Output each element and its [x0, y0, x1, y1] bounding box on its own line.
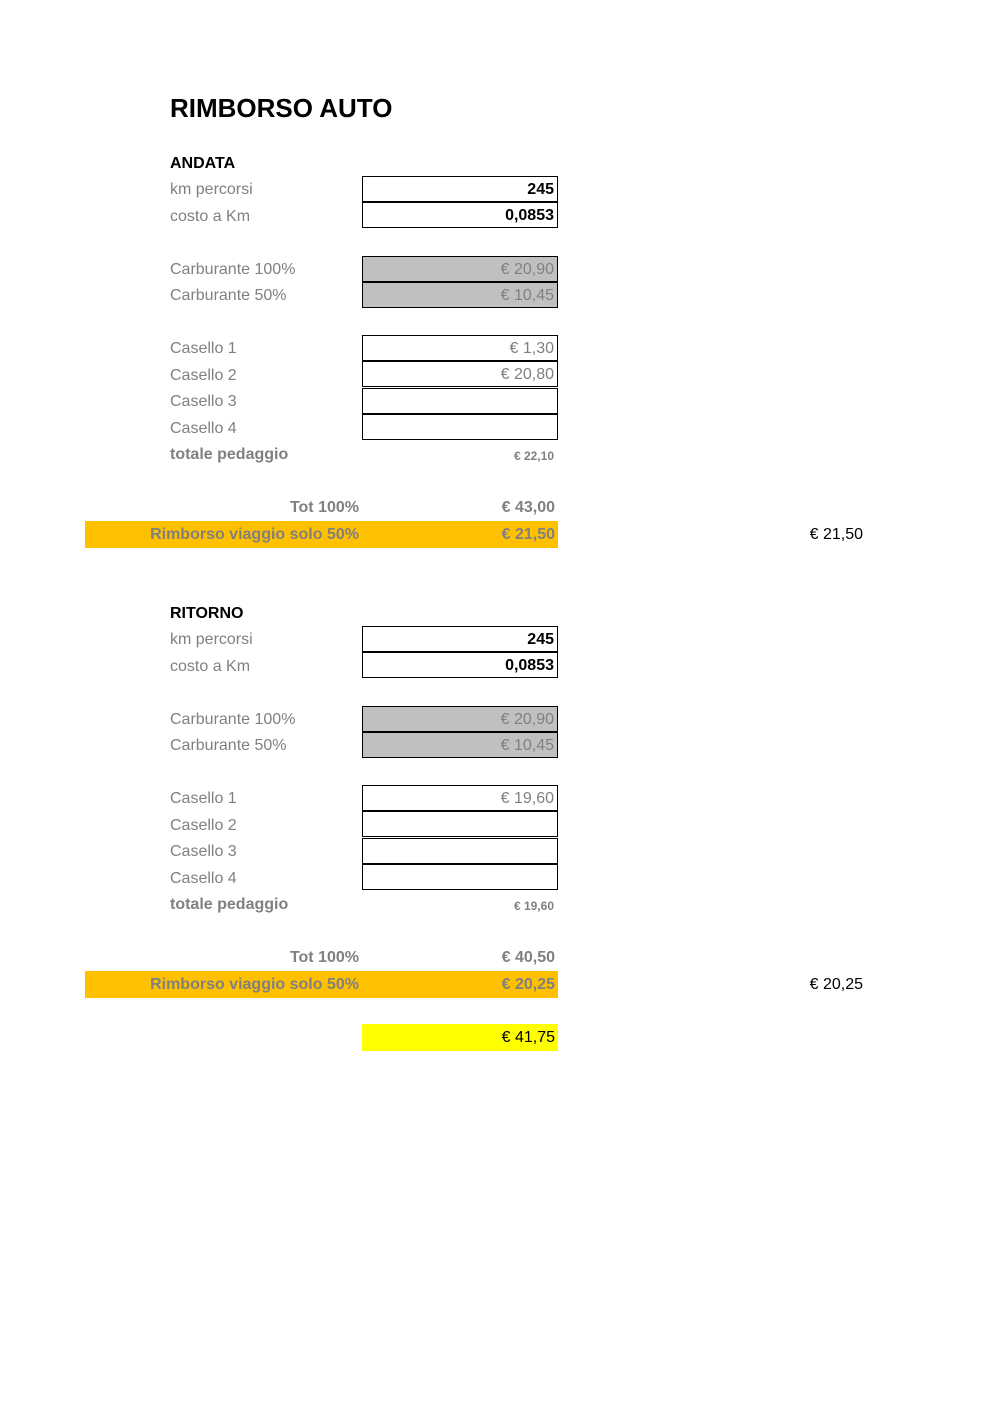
toll-total-label-ritorno: totale pedaggio [170, 896, 289, 913]
side-value-andata: € 21,50 [809, 526, 863, 543]
toll3-input-andata[interactable] [362, 388, 558, 414]
section-title-andata: ANDATA [170, 155, 236, 172]
fuel50-label-andata: Carburante 50% [170, 287, 287, 304]
toll-total-value-andata: € 22,10 [513, 449, 554, 463]
km-input-ritorno[interactable]: 245 [362, 626, 558, 652]
fuel100-value-andata: € 20,90 [362, 256, 558, 282]
refund-label-ritorno: Rimborso viaggio solo 50% [150, 976, 359, 993]
side-value-ritorno: € 20,25 [809, 976, 863, 993]
toll1-input-andata[interactable]: € 1,30 [362, 335, 558, 361]
toll1-label-ritorno: Casello 1 [170, 790, 237, 807]
km-input-andata[interactable]: 245 [362, 176, 558, 202]
refund-label-andata: Rimborso viaggio solo 50% [150, 526, 359, 543]
tot-label-ritorno: Tot 100% [289, 949, 359, 966]
toll2-input-andata[interactable]: € 20,80 [362, 361, 558, 387]
fuel100-label-andata: Carburante 100% [170, 261, 296, 278]
toll-total-label-andata: totale pedaggio [170, 446, 289, 463]
toll4-input-andata[interactable] [362, 414, 558, 440]
refund-value-andata: € 21,50 [501, 526, 555, 543]
fuel50-label-ritorno: Carburante 50% [170, 737, 287, 754]
tot-value-andata: € 43,00 [501, 499, 555, 516]
toll2-label-ritorno: Casello 2 [170, 817, 237, 834]
toll3-label-andata: Casello 3 [170, 393, 237, 410]
toll1-label-andata: Casello 1 [170, 340, 237, 357]
cost-label-ritorno: costo a Km [170, 658, 251, 675]
toll4-input-ritorno[interactable] [362, 864, 558, 890]
page-title: RIMBORSO AUTO [170, 93, 393, 123]
fuel50-value-andata: € 10,45 [362, 282, 558, 308]
refund-value-ritorno: € 20,25 [501, 976, 555, 993]
cost-input-ritorno[interactable]: 0,0853 [362, 652, 558, 678]
toll3-label-ritorno: Casello 3 [170, 843, 237, 860]
tot-label-andata: Tot 100% [289, 499, 359, 516]
toll3-input-ritorno[interactable] [362, 838, 558, 864]
toll-total-value-ritorno: € 19,60 [513, 899, 554, 913]
toll2-label-andata: Casello 2 [170, 367, 237, 384]
km-label-andata: km percorsi [170, 181, 253, 198]
toll4-label-ritorno: Casello 4 [170, 870, 237, 887]
cost-label-andata: costo a Km [170, 208, 251, 225]
km-label-ritorno: km percorsi [170, 631, 253, 648]
grand-total: € 41,75 [362, 1024, 558, 1051]
fuel100-label-ritorno: Carburante 100% [170, 711, 296, 728]
toll4-label-andata: Casello 4 [170, 420, 237, 437]
tot-value-ritorno: € 40,50 [501, 949, 555, 966]
section-title-ritorno: RITORNO [170, 605, 244, 622]
toll2-input-ritorno[interactable] [362, 811, 558, 837]
fuel50-value-ritorno: € 10,45 [362, 732, 558, 758]
cost-input-andata[interactable]: 0,0853 [362, 202, 558, 228]
fuel100-value-ritorno: € 20,90 [362, 706, 558, 732]
toll1-input-ritorno[interactable]: € 19,60 [362, 785, 558, 811]
